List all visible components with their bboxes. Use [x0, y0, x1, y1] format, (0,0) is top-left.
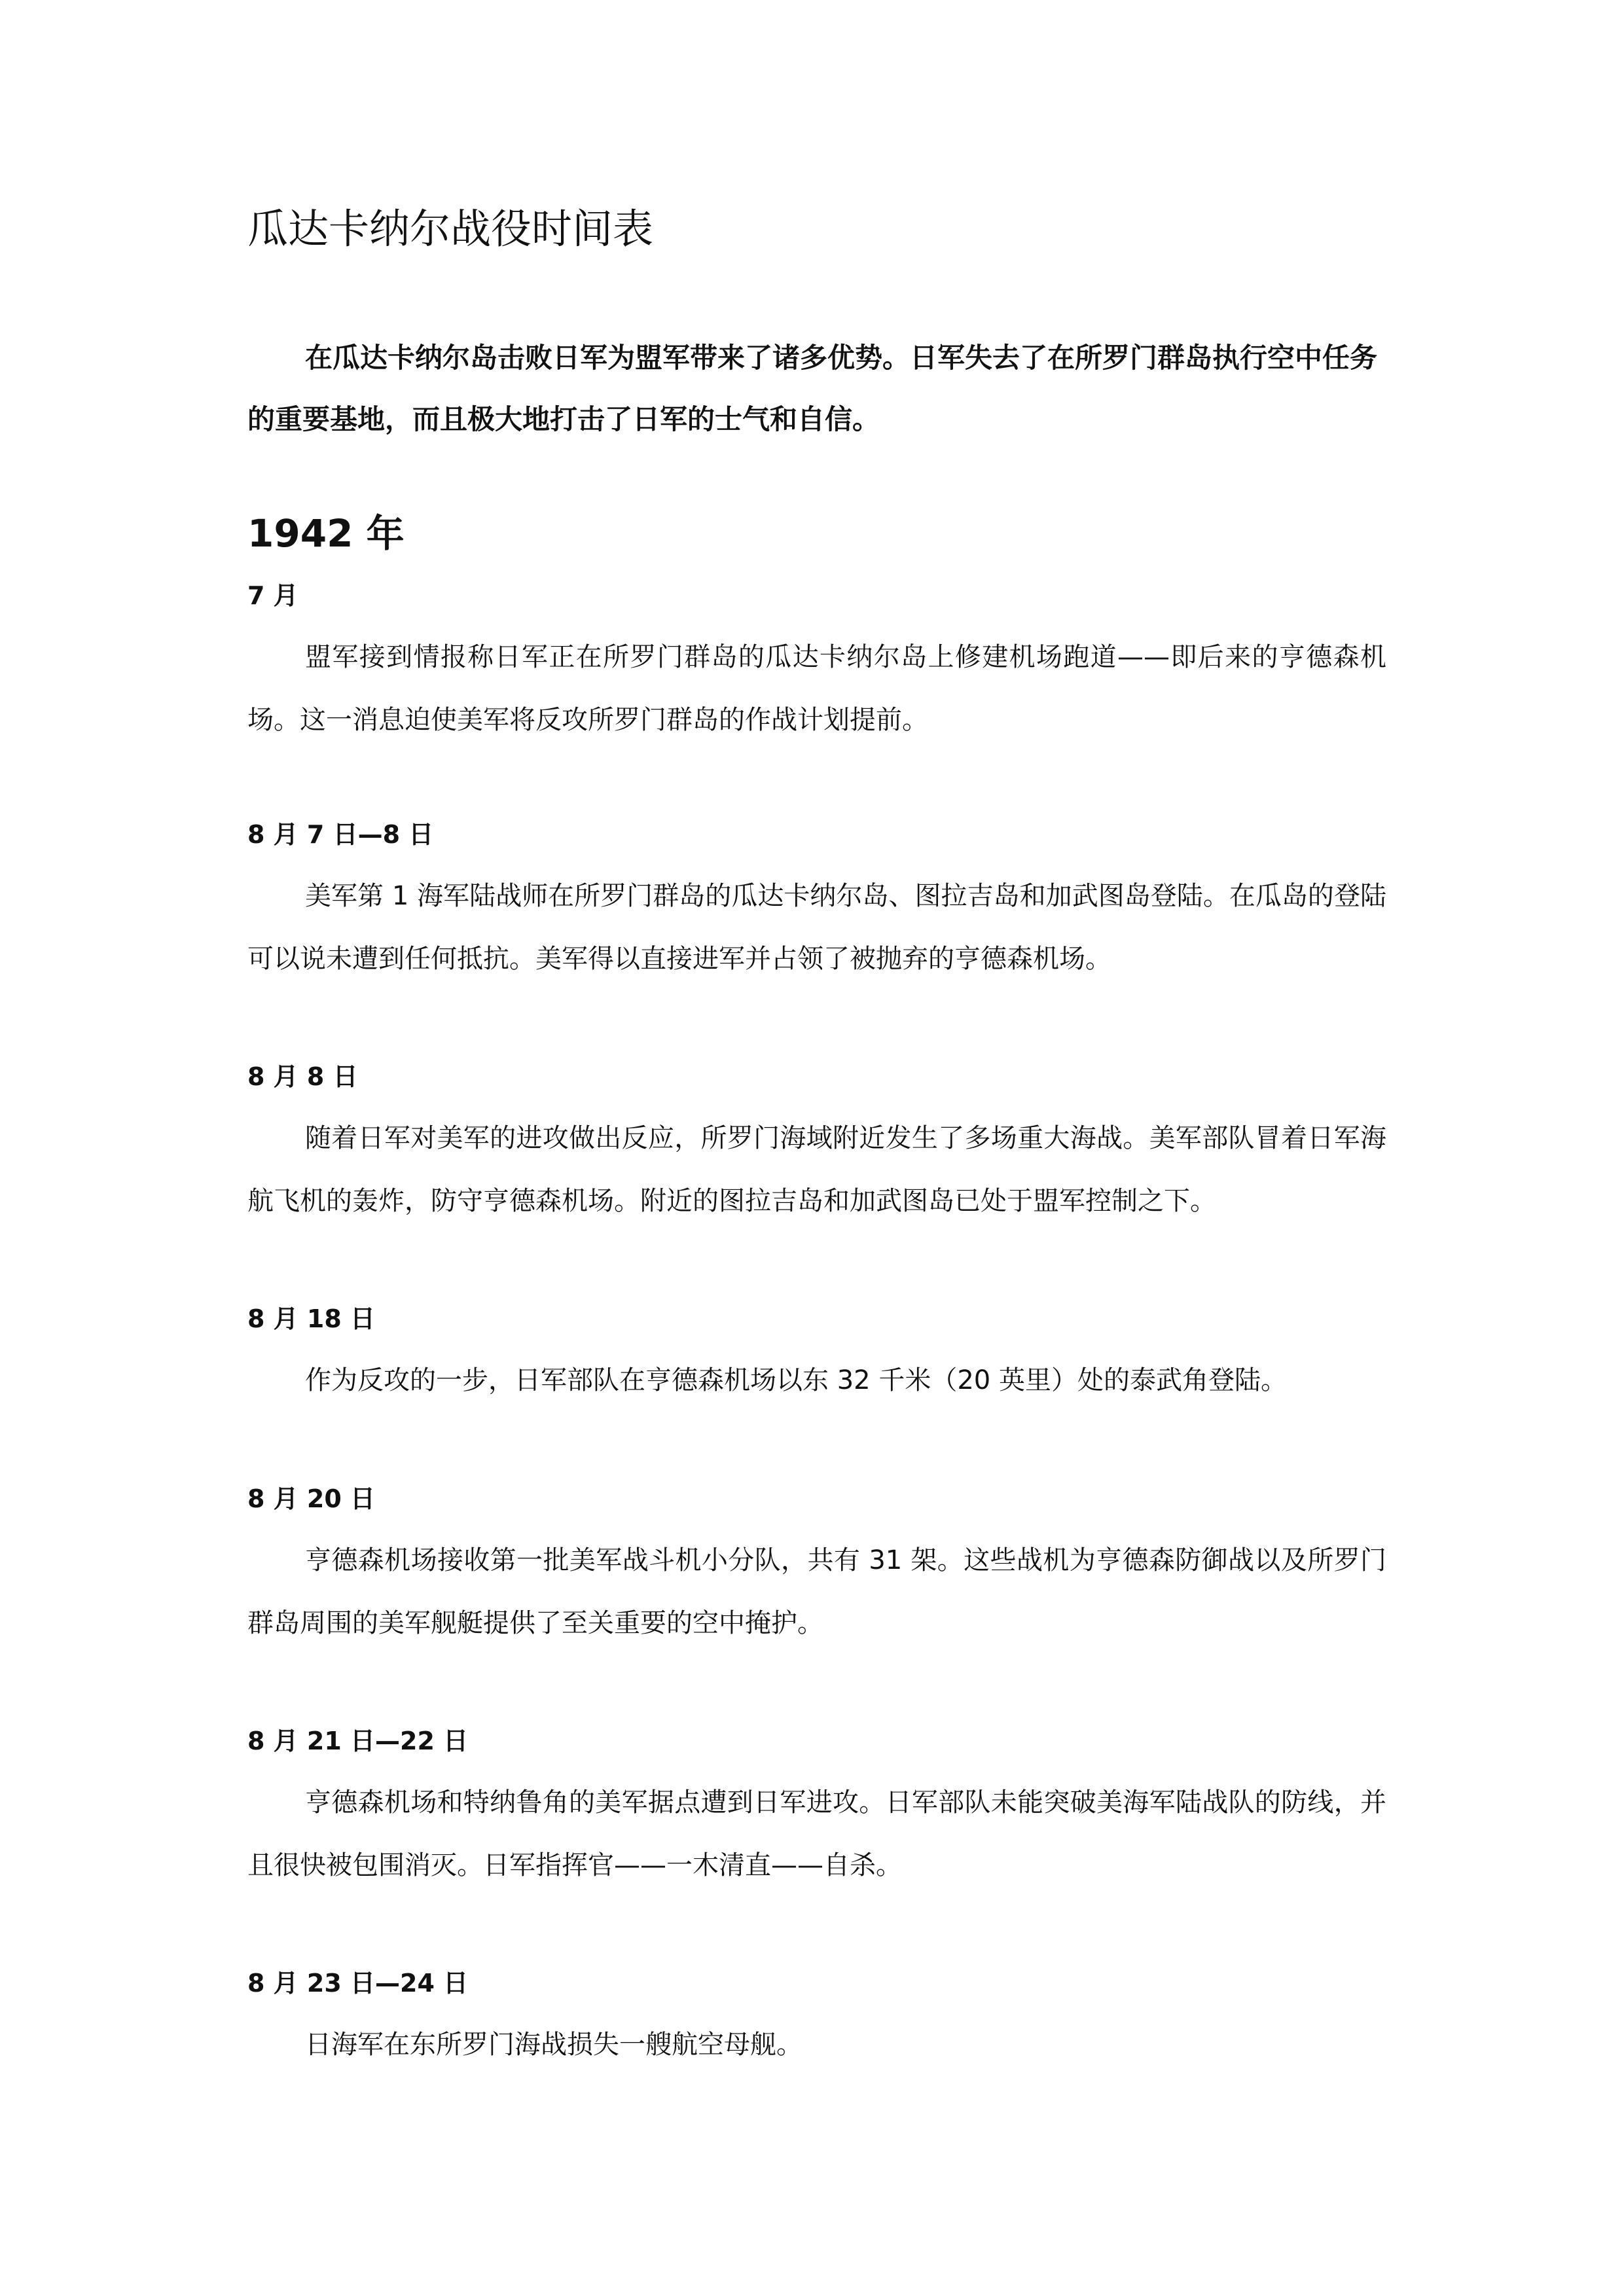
timeline-entry — [247, 1299, 1386, 1412]
timeline-entry — [247, 1964, 1386, 2076]
entry-date: 8 月 21 日—22 日 — [247, 1727, 469, 1755]
entry-text: 随着日军对美军的进攻做出反应，所罗门海域附近发生了多场重大海战。美军部队冒着日军海航飞机的轰炸，防守亨德森机场。附近的图拉吉岛和加武图岛已处于盟军控制之下。 — [247, 1123, 1386, 1216]
entry-text: 作为反攻的一步，日军部队在亨德森机场以东 32 千米（20 英里）处的泰武角登陆。 — [305, 1365, 1287, 1395]
entry-date: 8 月 7 日—8 日 — [247, 820, 434, 849]
intro-paragraph: 在瓜达卡纳尔岛击败日军为盟军带来了诸多优势。日军失去了在所罗门群岛执行空中任务的重要基地，而且极大地打击了日军的士气和自信。 — [247, 342, 1378, 435]
timeline-entry — [247, 1479, 1386, 1655]
entry-text: 亨德森机场接收第一批美军战斗机小分队，共有 31 架。这些战机为亨德森防御战以及所罗门群岛周围的美军舰艇提供了至关重要的空中掩护。 — [247, 1545, 1386, 1638]
timeline-entry — [247, 815, 1386, 990]
entry-date: 8 月 18 日 — [247, 1304, 376, 1333]
entry-date: 7 月 — [247, 581, 298, 610]
timeline-entry — [247, 576, 1386, 751]
entry-text: 亨德森机场和特纳鲁角的美军据点遭到日军进攻。日军部队未能突破美海军陆战队的防线，并且很快被包围消灭。日军指挥官——一木清直——自杀。 — [247, 1787, 1386, 1880]
year-heading: 1942 年 — [247, 511, 405, 556]
timeline-entry — [247, 1057, 1386, 1232]
timeline-entry — [247, 1721, 1386, 1897]
entry-text: 盟军接到情报称日军正在所罗门群岛的瓜达卡纳尔岛上修建机场跑道——即后来的亨德森机场。这一消息迫使美军将反攻所罗门群岛的作战计划提前。 — [247, 642, 1386, 735]
entry-text: 美军第 1 海军陆战师在所罗门群岛的瓜达卡纳尔岛、图拉吉岛和加武图岛登陆。在瓜岛的登陆可以说未遭到任何抵抗。美军得以直接进军并占领了被抛弃的亨德森机场。 — [247, 881, 1386, 974]
entry-date: 8 月 8 日 — [247, 1062, 358, 1091]
entry-date: 8 月 23 日—24 日 — [247, 1969, 469, 1998]
document-title: 瓜达卡纳尔战役时间表 — [247, 205, 654, 253]
entry-text: 日海军在东所罗门海战损失一艘航空母舰。 — [305, 2030, 803, 2060]
entry-date: 8 月 20 日 — [247, 1484, 376, 1513]
